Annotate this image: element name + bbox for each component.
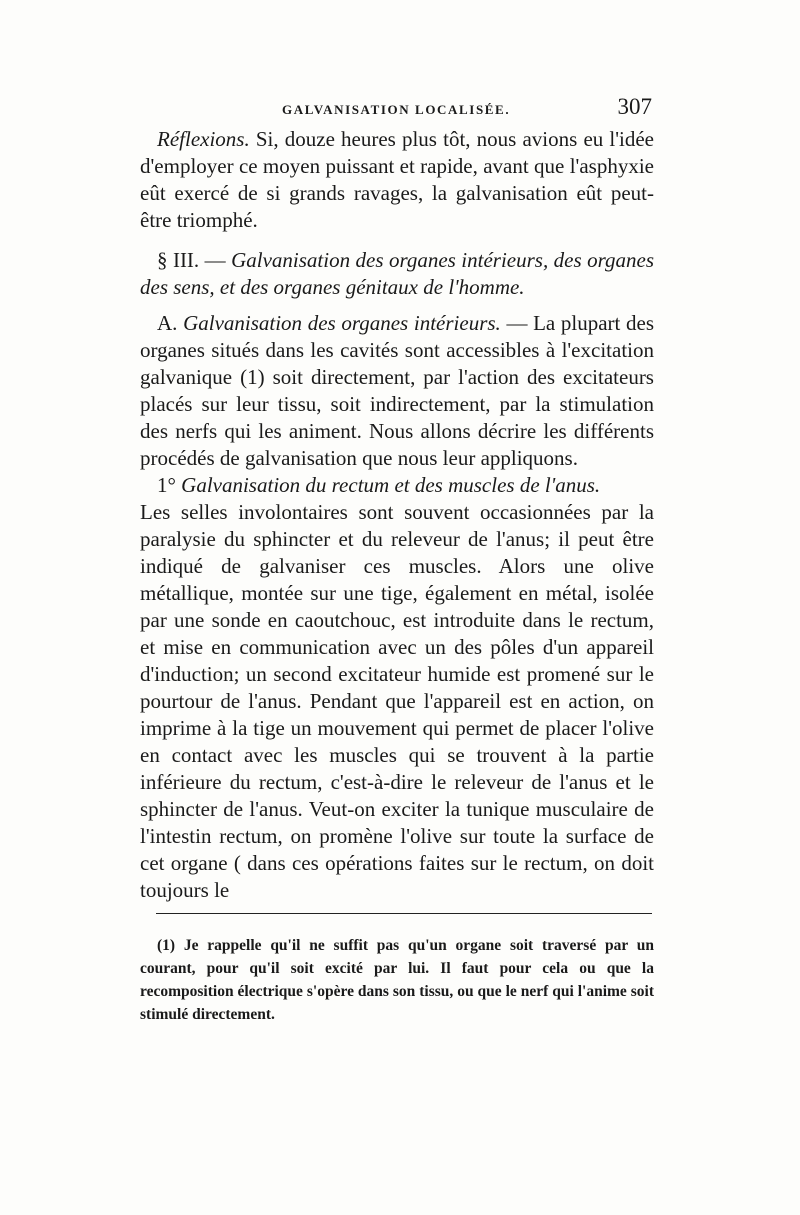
section-title: Galvanisation des organes intérieurs, des organes des sens, et des organes génitaux de l'homme. [140, 248, 654, 299]
footnote-reference: (1) [240, 365, 265, 389]
running-head: GALVANISATION LOCALISÉE. [282, 102, 511, 117]
section-marker: § III. — [157, 248, 232, 272]
subsection-a-paragraph [140, 310, 654, 472]
footnotes [140, 934, 654, 1026]
page-number: 307 [617, 94, 652, 119]
reflexions-label: Réflexions. [157, 127, 250, 151]
item1-text: Les selles involontaires sont souvent occasionnées par la paralysie du sphincter et du releveur de l'anus; il peut être indiqué de galvaniser ces muscles. Alors une olive métallique, montée sur une tige, également en métal, isolée par une sonde en caoutchouc, est introduite dans le rectum, et mise en communication avec un des pôles d'un appareil d'induction; un second excitateur humide est promené sur le pourtour de l'anus. Pendant que l'appareil est en action, on imprime à la tige un mouvement qui permet de placer l'olive en contact avec les muscles qui se trouvent à la partie inférieure du rectum, c'est-à-dire le releveur de l'anus et le sphincter de l'anus. Veut-on exciter la tunique musculaire de l'intestin rectum, on promène l'olive sur toute la surface de cet organe ( dans ces opérations faites sur le rectum, on doit toujours le [140, 500, 654, 902]
subsection-title: Galvanisation des organes intérieurs. [183, 311, 501, 335]
body-text [140, 126, 654, 904]
footnote-rule [156, 913, 652, 914]
reflexions-text: Si, douze heures plus tôt, nous avions eu l'idée d'employer ce moyen puissant et rapide, avant que l'asphyxie eût exercé de si grands ravages, la galvanisation eût peut-être triomphé. [140, 127, 654, 232]
item1-number: 1° [157, 473, 182, 497]
item1-title: Galvanisation du rectum et des muscles de l'anus. [181, 473, 601, 497]
footnote-marker: (1) [157, 937, 176, 954]
page-header [140, 94, 660, 124]
reflexions-paragraph [140, 126, 654, 234]
section-heading [140, 247, 654, 301]
footnote [140, 934, 654, 1026]
item1-heading [140, 472, 654, 499]
subsection-marker: A. [157, 311, 184, 335]
subsection-text-start: — La plupart des organes situés dans les cavités sont accessibles à l'excitation galvanique [140, 311, 654, 389]
footnote-text: Je rappelle qu'il ne suffit pas qu'un organe soit traversé par un courant, pour qu'il soit excité par lui. Il faut pour cela ou que la recomposition électrique s'opère dans son tissu, ou que le nerf qui l'anime soit stimulé directement. [140, 937, 654, 1023]
subsection-text-end: soit directement, par l'action des excitateurs placés sur leur tissu, soit indirectement, par la stimulation des nerfs qui les animent. Nous allons décrire les différents procédés de galvanisation que nous leur appliquons. [140, 365, 654, 470]
